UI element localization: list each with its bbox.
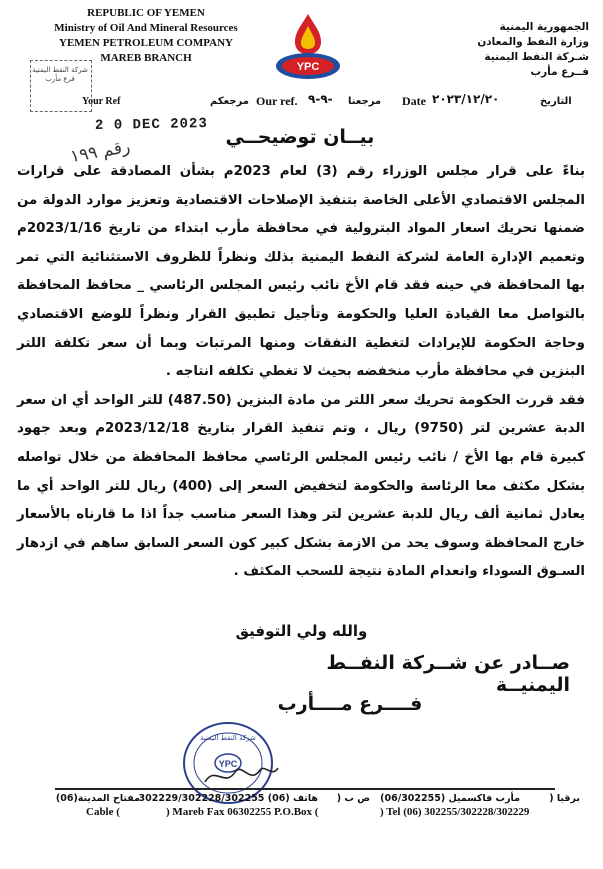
header-ar-line-2: وزارة النفط والمعادن <box>477 36 589 48</box>
seal-text: شركة النفط اليمنية <box>200 734 256 742</box>
footer-ar-key: مفتاح المدينة(06) <box>55 793 140 804</box>
header-ar-line-1: الجمهورية اليمنية <box>499 21 589 33</box>
ypc-logo <box>273 10 343 84</box>
header-ar-line-3: شـركة النفط اليمنية <box>484 51 589 63</box>
our-ref-ar: مرجعنا <box>348 96 382 107</box>
header-en-line-1: REPUBLIC OF YEMEN <box>87 7 205 19</box>
closing-issuer: صــادر عن شــركة النفــط اليمنيــة <box>326 652 570 696</box>
footer-divider <box>55 788 555 790</box>
footer-en-cable: Cable ( <box>86 806 120 818</box>
header-en-line-3: YEMEN PETROLEUM COMPANY <box>59 37 233 49</box>
footer-en-tel: ) Tel (06) 302255/302228/302229 <box>380 806 530 818</box>
document-body <box>17 158 585 587</box>
reference-row <box>30 94 590 114</box>
date-label: Date <box>402 94 426 108</box>
seal-center: YPC <box>218 759 238 769</box>
our-ref-value: ٩-٩- <box>308 92 333 106</box>
our-ref-label: Our ref. <box>256 94 298 108</box>
footer-en-fax: ) Mareb Fax 06302255 P.O.Box ( <box>166 806 319 818</box>
header-en-line-4: MAREB BRANCH <box>100 52 192 64</box>
document-title: بيــان توضيحــي <box>225 126 375 148</box>
date-stamp: 2 0 DEC 2023 <box>94 116 208 134</box>
header-ar-line-4: فــرع مأرب <box>530 66 589 78</box>
body-paragraph-1: بناءً على قرار مجلس الوزراء رقم (3) لعام 2023م بشأن المصادقة على قرارات المجلس الاقتصادي الأعلى الخاصة بتنفيذ الإصلاحات الاقتصادية وتعزيز موارد الدولة من ضمنها تحريك اسعار المواد البترولية في محافظة مأرب ابتداء من تاريخ 2023/1/16م وتعميم الإدارة العامة لشركة النفط اليمنية بذلك ونظراً للظروف الاستثنائية التي تمر بها المحافظة في حينه فقد قام الأخ نائب رئيس المجلس الرئاسي _ محافظ المحافظة بالتواصل معا القيادة العليا والحكومة وتأجيل تطبيق القرار ونظراً للوضع الاقتصادي وحاجة الحكومة للإيرادات لتغطية النفقات ومنها المرتبات وبما أن سعر تكلفة اللتر البنزين في محافظة مأرب منخفضه بحيث لا تغطي تكلفه انتاجه . <box>17 164 585 380</box>
body-paragraph-2: فقد قررت الحكومة تحريك سعر اللتر من مادة البنزين (487.50) للتر الواحد أي ان سعر الدبة عشرين لتر (9750) ريال ، وتم تنفيذ القرار بتاريخ 2023/12/18م وبعد جهود كبيرة قام بها الأخ / نائب رئيس المجلس الرئاسي محافظ المحافظة من خلال تواصله بشكل مكثف معا الرئاسة والحكومة لتخفيض السعر إلى (400) ريال للتر الواحد أي ما يعادل ثمانية ألف ريال للدبة عشرين لتر وهذا السعر مناسب جداً اذا ما قارناه بالأسعار خارج المحافظة وسوف يحد من الازمة بشكل كبير كون السعر السابق ساهم في ازدهار السـوق السوداء وانعدام المادة نتيجة للسحب المكثف . <box>17 392 585 580</box>
logo-text: YPC <box>296 61 320 73</box>
header-english <box>46 6 246 66</box>
your-ref-label: Your Ref <box>82 96 121 107</box>
header-arabic <box>419 20 589 80</box>
signature <box>200 760 280 790</box>
date-handwritten: ٢٠٢٣/١٢/٢٠ <box>432 92 500 106</box>
footer-ar-fax: مأرب فاكسميل (06/302255) <box>380 793 520 804</box>
footer-ar-phone: هاتف (06) 302229/302228/302255 <box>138 793 318 804</box>
receipt-line-1: شركة النفط اليمنية <box>32 66 88 74</box>
header-en-line-2: Ministry of Oil And Mineral Resources <box>54 22 238 34</box>
your-ref-ar: مرجعكم <box>210 96 249 107</box>
handwritten-number: رقم ١٩٩ <box>68 136 132 168</box>
footer-ar-cable: برقيا ( <box>549 793 580 804</box>
date-ar: التاريخ <box>540 96 572 107</box>
receipt-stamp-text <box>32 66 88 84</box>
closing-blessing: والله ولي التوفيق <box>235 622 368 640</box>
receipt-line-2: فرع مأرب <box>45 75 75 83</box>
closing-branch: فــــرع مــــأرب <box>277 693 423 715</box>
footer-ar-po: ص ب ( <box>336 793 370 804</box>
